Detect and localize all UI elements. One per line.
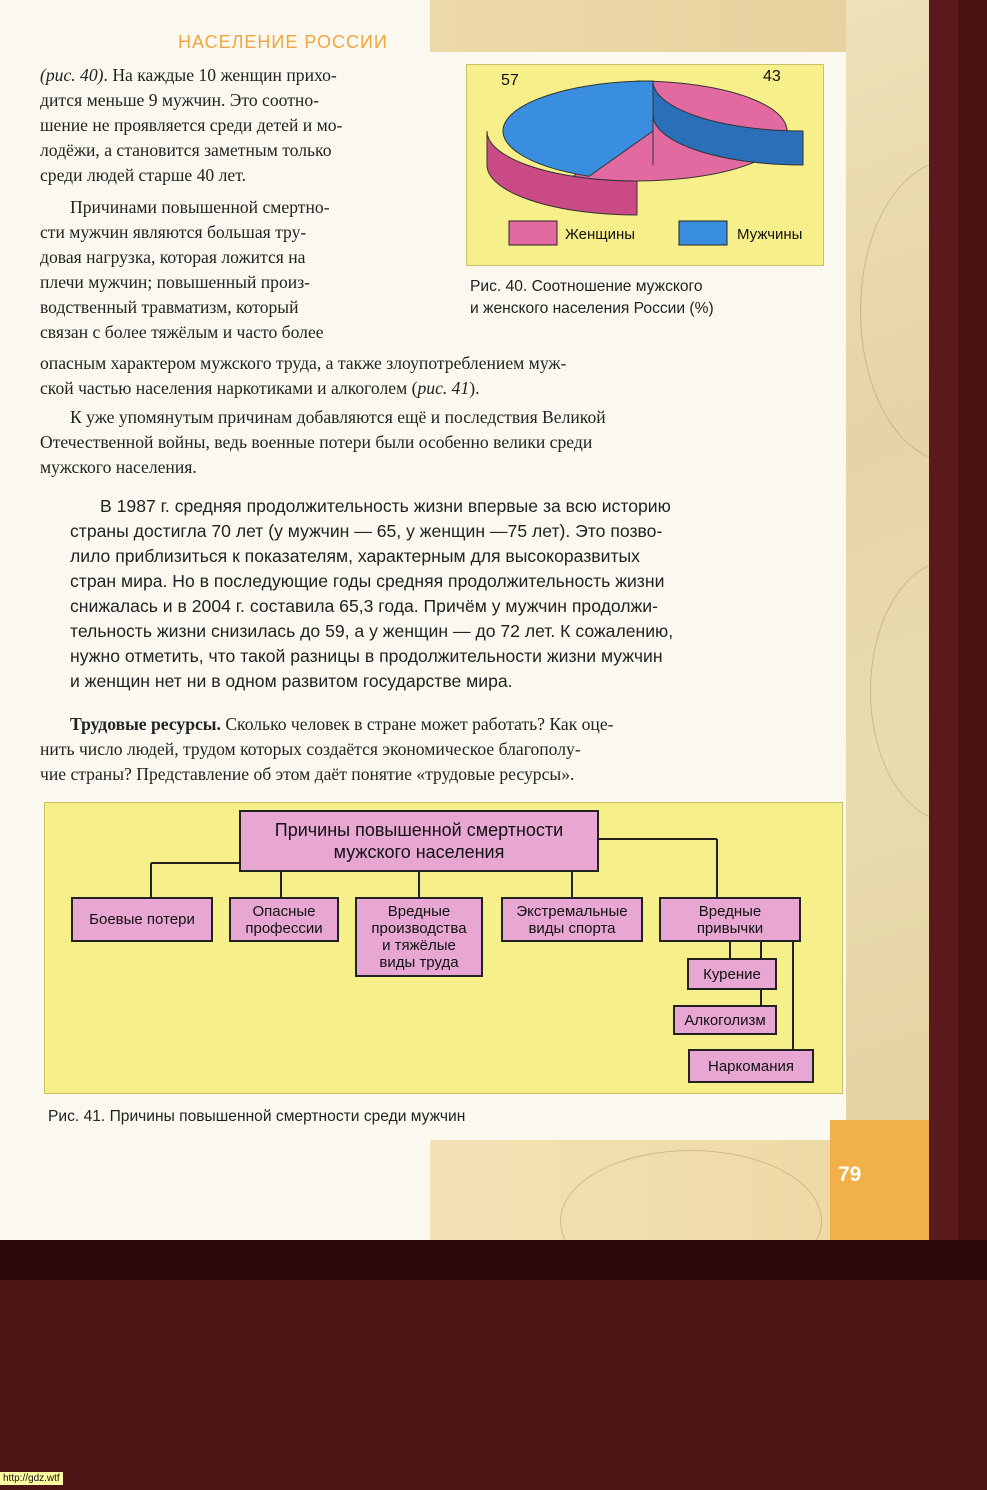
para2-line: плечи мужчин; повышенный произ- bbox=[40, 272, 311, 292]
figure-ref: рис. 41 bbox=[417, 378, 470, 398]
causes-diagram bbox=[44, 802, 843, 1094]
caption-line: Рис. 40. Соотношение мужского bbox=[470, 278, 703, 295]
cause-line: профессии bbox=[245, 919, 323, 937]
para4-line: снижалась и в 2004 г. составила 65,3 года. Причём у мужчин продолжи- bbox=[70, 596, 658, 616]
para2-line: Причинами повышенной смертно- bbox=[70, 197, 330, 217]
root-line: Причины повышенной смертности bbox=[274, 820, 564, 840]
cause-dangerous-jobs bbox=[229, 897, 339, 942]
running-head: НАСЕЛЕНИЕ РОССИИ bbox=[178, 32, 388, 52]
para4-line: В 1987 г. средняя продолжительность жизни впервые за всю историю bbox=[100, 496, 671, 516]
cause-line: Вредные bbox=[698, 902, 762, 920]
paragraph-3 bbox=[40, 405, 830, 480]
para1-line1-rest: . На каждые 10 женщин прихо- bbox=[103, 65, 337, 85]
cause-line: производства bbox=[371, 920, 467, 937]
para1-line: среди людей старше 40 лет. bbox=[40, 165, 246, 185]
cause-line: привычки bbox=[696, 919, 764, 937]
figure-41-caption: Рис. 41. Причины повышенной смертности среди мужчин bbox=[48, 1108, 466, 1125]
section-heading: Трудовые ресурсы. bbox=[70, 714, 221, 734]
paragraph-4 bbox=[70, 494, 832, 694]
legend-label-men: Мужчины bbox=[737, 226, 803, 243]
pie-value-label: 57 bbox=[501, 72, 519, 89]
para2-full-line bbox=[40, 376, 830, 401]
para4-line: лило приблизиться к показателям, характерным для высокоразвитых bbox=[70, 546, 640, 566]
para4-line: и женщин нет ни в одном развитом государстве мира. bbox=[70, 671, 513, 691]
para4-line: нужно отметить, что такой разницы в продолжительности жизни мужчин bbox=[70, 646, 663, 666]
paragraph-5 bbox=[40, 712, 830, 787]
pie-value-label: 43 bbox=[763, 68, 781, 85]
habit-drug-addiction bbox=[688, 1049, 814, 1083]
para2-line: сти мужчин являются большая тру- bbox=[40, 222, 307, 242]
para2-line: связан с более тяжёлым и часто более bbox=[40, 322, 324, 342]
para1-line: лодёжи, а становится заметным только bbox=[40, 140, 332, 160]
para2-full-line: опасным характером мужского труда, а также злоупотреблением муж- bbox=[40, 353, 567, 373]
habit-label: Наркомания bbox=[707, 1057, 795, 1075]
habit-smoking bbox=[687, 958, 777, 990]
pie-chart-panel bbox=[466, 64, 824, 266]
book-spine-edge bbox=[929, 0, 958, 1240]
legend-label-women: Женщины bbox=[565, 226, 636, 243]
para2-line-end: ). bbox=[469, 378, 480, 398]
cause-line: и тяжёлые bbox=[382, 937, 456, 954]
figure-40-caption bbox=[470, 276, 714, 320]
page-number: 79 bbox=[838, 1163, 862, 1186]
cause-line: виды труда bbox=[379, 954, 459, 971]
para3-line: мужского населения. bbox=[40, 457, 197, 477]
cause-harmful-production bbox=[355, 897, 483, 977]
figure-ref: (рис. 40) bbox=[40, 65, 104, 85]
para5-line: чие страны? Представление об этом даёт понятие «трудовые ресурсы». bbox=[40, 764, 575, 784]
cause-line: Экстремальные bbox=[516, 902, 628, 920]
para4-line: страны достигла 70 лет (у мужчин — 65, у женщин —75 лет). Это позво- bbox=[70, 521, 663, 541]
para4-line: тельность жизни снизилась до 59, а у женщин — до 72 лет. К сожалению, bbox=[70, 621, 674, 641]
para1-line: шение не проявляется среди детей и мо- bbox=[40, 115, 343, 135]
cause-bad-habits bbox=[659, 897, 801, 942]
para2-line: довая нагрузка, которая ложится на bbox=[40, 247, 306, 267]
para2-line-start: ской частью населения наркотиками и алкоголем ( bbox=[40, 378, 418, 398]
paragraph-2 bbox=[40, 195, 440, 345]
pie-chart bbox=[467, 65, 823, 265]
cause-line: Вредные bbox=[387, 903, 451, 920]
paragraph-1 bbox=[40, 63, 440, 188]
habit-label: Алкоголизм bbox=[684, 1011, 766, 1029]
para2-line: водственный травматизм, который bbox=[40, 297, 299, 317]
para1-line: дится меньше 9 мужчин. Это соотно- bbox=[40, 90, 319, 110]
cause-combat-losses bbox=[71, 897, 213, 942]
caption-line: и женского населения России (%) bbox=[470, 300, 714, 317]
para3-line: К уже упомянутым причинам добавляются ещё и последствия Великой bbox=[70, 407, 606, 427]
root-line: мужского населения bbox=[333, 842, 505, 862]
para3-line: Отечественной войны, ведь военные потери были особенно велики среди bbox=[40, 432, 593, 452]
para5-line: Сколько человек в стране может работать? Как оце- bbox=[220, 714, 614, 734]
book-cover-shadow bbox=[0, 1240, 987, 1280]
cause-line: виды спорта bbox=[528, 919, 616, 937]
source-url[interactable]: http://gdz.wtf bbox=[0, 1472, 63, 1485]
legend-swatch-men bbox=[679, 221, 727, 245]
paragraph-2-continued bbox=[40, 351, 830, 401]
habit-alcoholism bbox=[673, 1005, 777, 1035]
habit-label: Курение bbox=[703, 965, 761, 983]
para5-line: нить число людей, трудом которых создаётся экономическое благополу- bbox=[40, 739, 581, 759]
root-node bbox=[239, 810, 599, 872]
cause-extreme-sports bbox=[501, 897, 643, 942]
cause-line: Опасные bbox=[252, 902, 316, 920]
cause-line: Боевые потери bbox=[89, 911, 195, 928]
legend-swatch-women bbox=[509, 221, 557, 245]
para4-line: стран мира. Но в последующие годы средняя продолжительность жизни bbox=[70, 571, 665, 591]
